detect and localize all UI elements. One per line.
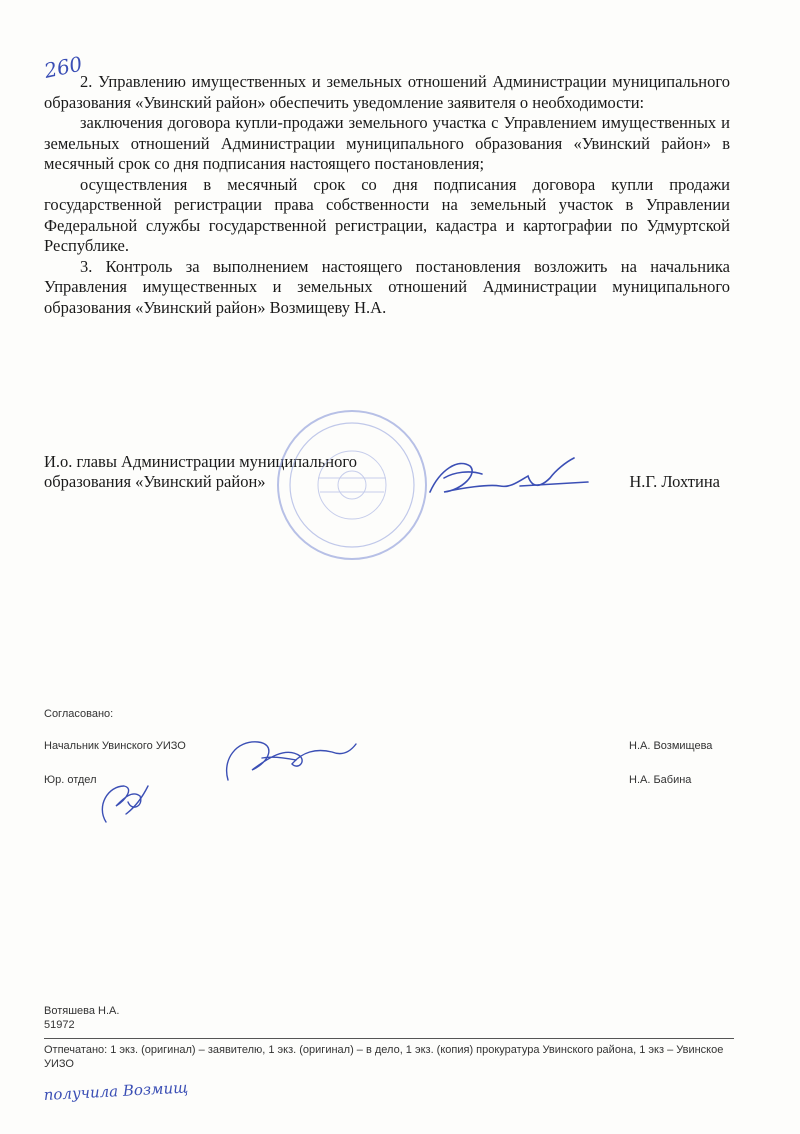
approval-position: Юр. отдел bbox=[44, 774, 97, 786]
paragraph-2-item-1: заключения договора купли-продажи земельного участка с Управлением имущественных и земельных отношений Администрации муниципального образования «Увинский район» в месячный срок со дня подписания настоящего постановления; bbox=[44, 113, 730, 173]
approval-heading bbox=[44, 708, 734, 724]
signature-babina-icon bbox=[102, 786, 148, 822]
paragraph-2: 2. Управлению имущественных и земельных отношений Администрации муниципального образования «Увинский район» обеспечить уведомление заявителя о необходимости: bbox=[44, 72, 730, 112]
approval-name: Н.А. Возмищева bbox=[629, 740, 713, 752]
signatory-position-line1: И.о. главы Администрации муниципального bbox=[44, 452, 357, 471]
paragraph-2-item-2: осуществления в месячный срок со дня подписания договора купли продажи государственной регистрации права собственности на земельный участок в Управлении Федеральной службы государственной регистрации, кадастра и картографии по Удмуртской Республике. bbox=[44, 174, 730, 255]
approval-row bbox=[44, 740, 734, 756]
distribution-note: Отпечатано: 1 экз. (оригинал) – заявителю, 1 экз. (оригинал) – в дело, 1 экз. (копия) прокуратура Увинского района, 1 экз – Увинское УИЗО bbox=[44, 1044, 724, 1070]
handwritten-page-number: 260 bbox=[42, 51, 85, 83]
executor-phone: 51972 bbox=[44, 1019, 75, 1031]
signatory-name: Н.Г. Лохтина bbox=[629, 472, 720, 491]
paragraph-3: 3. Контроль за выполнением настоящего постановления возложить на начальника Управления имущественных и земельных отношений Администрации муниципального образования «Увинский район» Возмищеву Н.А. bbox=[44, 256, 730, 317]
approval-row bbox=[44, 774, 734, 790]
signatory-position bbox=[44, 452, 357, 492]
decree-body bbox=[44, 72, 730, 318]
footer-divider bbox=[44, 1038, 734, 1039]
approval-heading-label: Согласовано: bbox=[44, 708, 114, 720]
approval-position: Начальник Увинского УИЗО bbox=[44, 740, 186, 752]
document-footer bbox=[44, 1004, 734, 1071]
approval-name: Н.А. Бабина bbox=[629, 774, 692, 786]
signatory-position-line2: образования «Увинский район» bbox=[44, 472, 266, 491]
executor-name: Вотяшева Н.А. bbox=[44, 1005, 120, 1017]
signature-lokhtina-icon bbox=[430, 458, 588, 492]
handwritten-receipt-note: получила Возмищ bbox=[43, 1078, 189, 1104]
